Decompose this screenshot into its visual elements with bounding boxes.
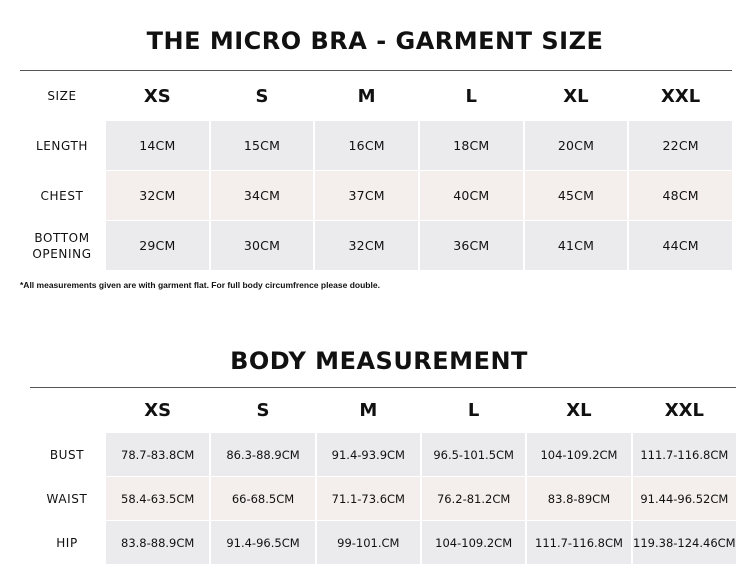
size-header-xl: XL [566,400,592,421]
table-row-waist [30,477,736,520]
table-cell: 45CM [525,171,628,220]
table-cell: 32CM [315,221,418,270]
table-cell: 119.38-124.46CM [633,521,736,564]
table-cell: 20CM [525,121,628,170]
size-header-xs: XS [144,400,172,421]
row-label-bottom-opening [20,221,104,270]
table-row-chest [20,171,732,220]
table-cell: 44CM [629,221,732,270]
table-cell: 40CM [420,171,523,220]
table-cell: 83.8-89CM [527,477,630,520]
garment-size-title: THE MICRO BRA - GARMENT SIZE [146,27,604,55]
table-cell: 76.2-81.2CM [422,477,525,520]
measurement-footnote: *All measurements given are with garment flat. For full body circumfrence please double. [20,280,380,290]
size-column-label: SIZE [47,89,77,103]
size-header-m: M [359,400,378,421]
table-cell: 15CM [211,121,314,170]
table-cell: 91.4-93.9CM [317,433,420,476]
table-cell: 86.3-88.9CM [211,433,314,476]
table-cell: 22CM [629,121,732,170]
table-row-bottom-opening [20,221,732,270]
table-cell: 66-68.5CM [211,477,314,520]
row-label-length: LENGTH [35,138,89,153]
table-cell: 41CM [525,221,628,270]
table-cell: 58.4-63.5CM [106,477,209,520]
table-cell: 96.5-101.5CM [422,433,525,476]
size-header-l: L [467,400,480,421]
row-label-chest: CHEST [40,188,84,203]
size-header-xs: XS [143,85,171,107]
table-cell: 104-109.2CM [527,433,630,476]
table-cell: 14CM [106,121,209,170]
body-header-row [30,389,736,432]
row-label-hip: HIP [56,535,78,550]
row-label-waist: WAIST [46,491,88,506]
table-cell: 29CM [106,221,209,270]
table-cell: 48CM [629,171,732,220]
table-cell: 34CM [211,171,314,220]
row-label-line: BOTTOM [34,230,90,245]
table-cell: 91.4-96.5CM [211,521,314,564]
table-cell: 37CM [315,171,418,220]
size-header-s: S [255,85,269,107]
table-cell: 71.1-73.6CM [317,477,420,520]
body-measurement-table [28,388,738,565]
table-row-length [20,121,732,170]
size-header-xxl: XXL [664,400,704,421]
table-cell: 78.7-83.8CM [106,433,209,476]
size-header-xl: XL [563,85,589,107]
size-header-m: M [357,85,376,107]
table-cell: 16CM [315,121,418,170]
table-cell: 30CM [211,221,314,270]
table-cell: 83.8-88.9CM [106,521,209,564]
corner-cell [30,389,104,432]
size-header-s: S [256,400,270,421]
size-header-l: L [465,85,478,107]
table-row-hip [30,521,736,564]
table-cell: 91.44-96.52CM [633,477,736,520]
table-cell: 36CM [420,221,523,270]
table-cell: 104-109.2CM [422,521,525,564]
table-cell: 111.7-116.8CM [527,521,630,564]
table-cell: 32CM [106,171,209,220]
table-cell: 111.7-116.8CM [633,433,736,476]
garment-header-row [20,72,732,120]
table-row-bust [30,433,736,476]
garment-size-table [18,71,734,271]
row-label-bust: BUST [49,447,85,462]
table-cell: 99-101.CM [317,521,420,564]
size-header-xxl: XXL [661,85,701,107]
body-measurement-title: BODY MEASUREMENT [230,347,528,375]
table-cell: 18CM [420,121,523,170]
row-label-line: OPENING [32,246,92,261]
